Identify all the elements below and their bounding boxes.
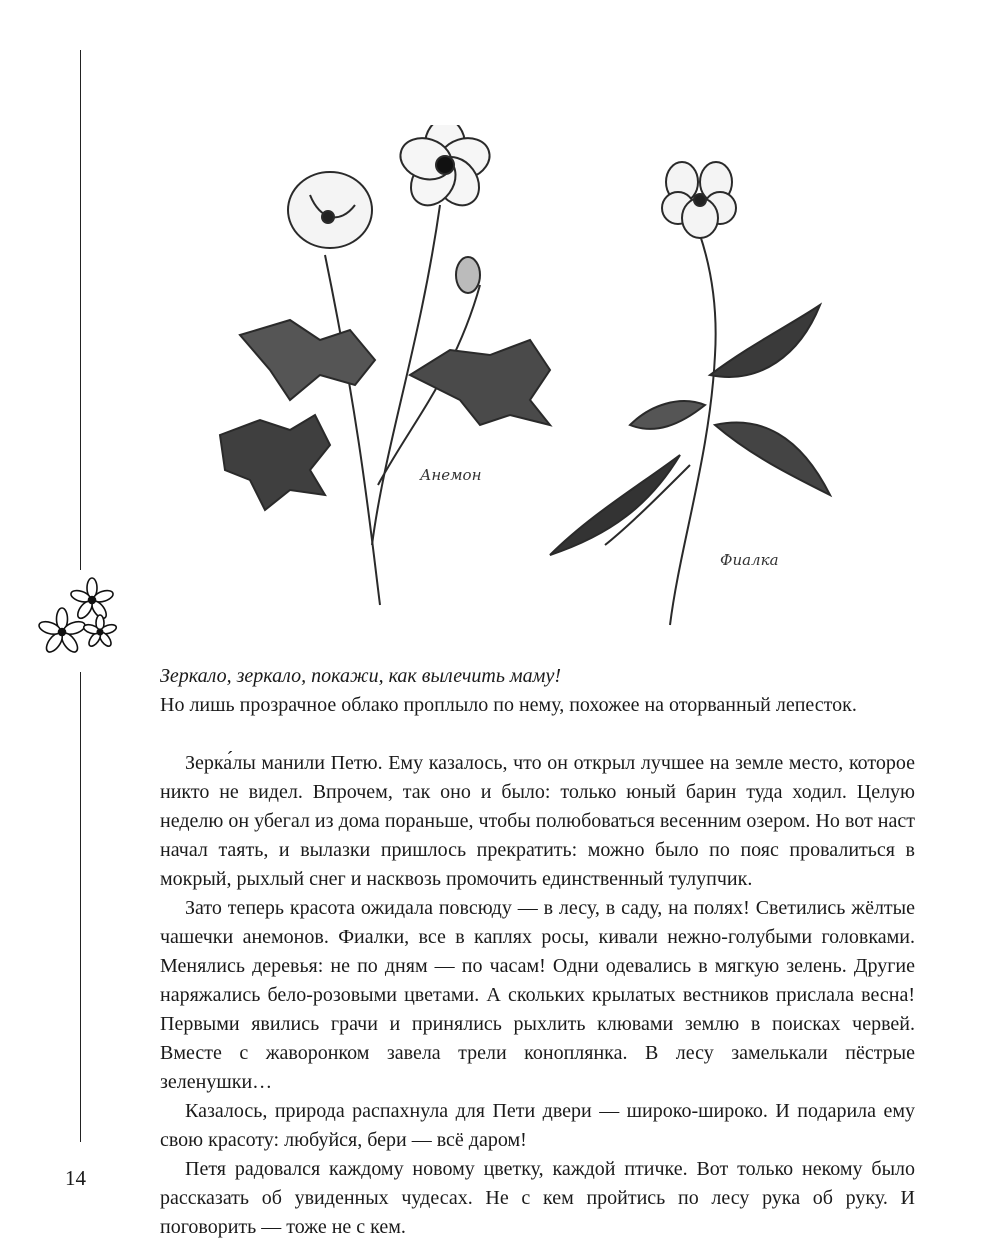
paragraph: Казалось, природа распахнула для Пети двери — широко-широко. И подарила ему свою красоту: любуйся, бери — всё даром! bbox=[160, 1100, 915, 1151]
flower-illustration bbox=[210, 125, 870, 635]
page-number: 14 bbox=[65, 1166, 86, 1190]
paragraph: Зерка́лы манили Петю. Ему казалось, что он открыл лучшее на земле место, которое никто не видел. Впрочем, так оно и было: только юный барин туда ходил. Целую неделю он убегал из дома пораньше, чтобы полюбоваться весенним озером. Но вот наст начал таять, и вылазки пришлось прекратить: можно было по пояс провалиться в мокрый, рыхлый снег и насквозь промочить единственный тулупчик. bbox=[160, 752, 915, 890]
violet-drawing bbox=[550, 162, 830, 625]
anemone-drawing bbox=[220, 125, 550, 605]
flower-ornament-icon bbox=[30, 572, 120, 667]
paragraph: Но лишь прозрачное облако проплыло по нему, похожее на оторванный лепесток. bbox=[160, 694, 857, 716]
margin-rule-top bbox=[80, 50, 81, 570]
paragraph: Петя радовался каждому новому цветку, каждой птичке. Вот только некому было рассказать об увиденных чудесах. Не с кем пройтись по лесу рука об руку. И поговорить — тоже не с кем. bbox=[160, 1158, 915, 1238]
margin-rule-bottom bbox=[80, 672, 81, 1142]
paragraph: Зато теперь красота ожидала повсюду — в лесу, в саду, на полях! Светились жёлтые чашечки анемонов. Фиалки, все в каплях росы, кивали нежно-голубыми головками. Менялись деревья: не по дням — по часам! Одни одевались в мягкую зелень. Другие наряжались бело-розовыми цветами. А скольких крылатых вестников прислала весна! Первыми явились грачи и принялись рыхлить клювами землю в поисках червей. Вместе с жаворонком завела трели коноплянка. В лесу замелькали пёстрые зеленушки… bbox=[160, 897, 915, 1093]
italic-line: Зеркало, зеркало, покажи, как вылечить маму! bbox=[160, 665, 561, 687]
body-text bbox=[160, 662, 915, 1242]
anemone-caption: Анемон bbox=[420, 466, 482, 484]
violet-caption: Фиалка bbox=[720, 551, 779, 569]
